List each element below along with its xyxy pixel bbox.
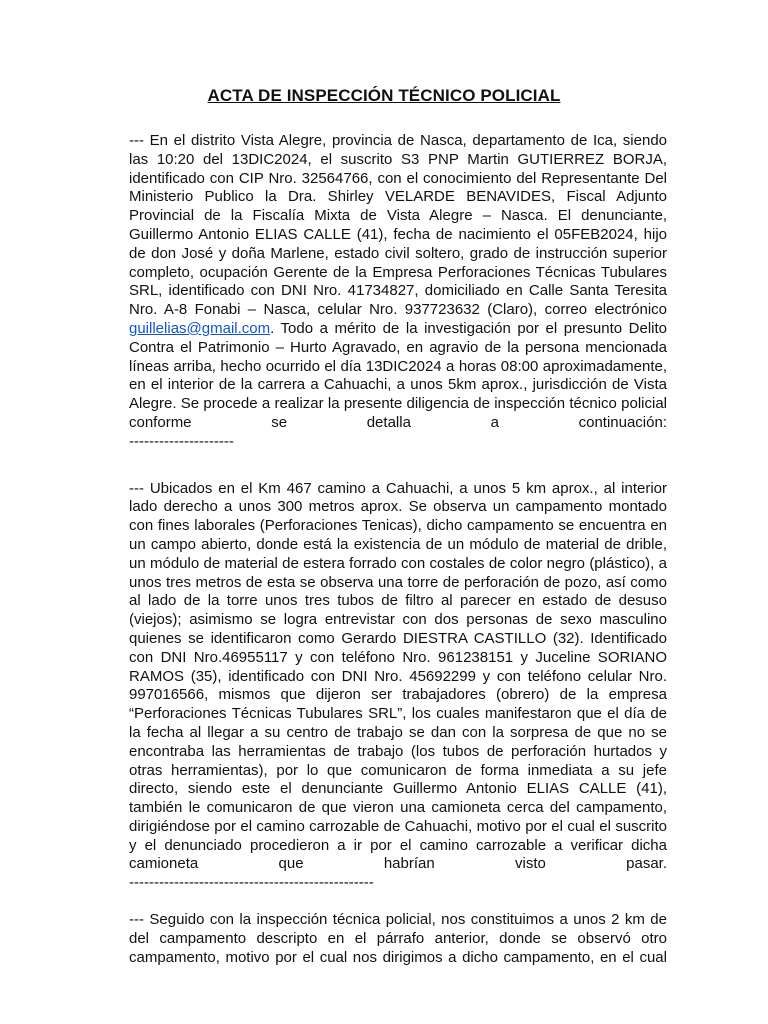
paragraph-1-separator: --------------------- (129, 432, 234, 450)
paragraph-3 (129, 911, 667, 967)
paragraph-2-separator: ------------------------------------------------- (129, 874, 374, 892)
paragraph-1-text: --- En el distrito Vista Alegre, provincia de Nasca, departamento de Ica, siendo las 10:20 del 13DIC2024, el suscrito S3 PNP Martin GUTIERREZ BORJA, identificado con CIP Nro. 32564766, con el conocimiento del Representante Del Ministerio Publico la Dra. Shirley VELARDE BENAVIDES, Fiscal Adjunto Provincial de la Fiscalía Mixta de Vista Alegre – Nasca. El denunciante, Guillermo Antonio ELIAS CALLE (41), fecha de nacimiento el 05FEB2024, hijo de don José y doña Marlene, estado civil soltero, grado de instrucción superior completo, ocupación Gerente de la Empresa Perforaciones Técnicas Tubulares SRL, identificado con DNI Nro. 41734827, domiciliado en Calle Santa Teresita Nro. A-8 Fonabi – Nasca, celular Nro. 937723632 (Claro), correo electrónico (129, 132, 667, 319)
paragraph-2 (129, 480, 667, 894)
paragraph-3-text: --- Seguido con la inspección técnica policial, nos constituimos a unos 2 km de del campamento descripto en el párrafo anterior, donde se observó otro campamento, motivo por el cual nos dirigimos a dicho campamento, en el cual (129, 911, 667, 966)
paragraph-1-text-continued: . Todo a mérito de la investigación por el presunto Delito Contra el Patrimonio – Hurto Agravado, en agravio de la persona mencionada líneas arriba, hecho ocurrido el día 13DIC2024 a horas 08:00 aproximadamente, en el interior de la carrera a Cahuachi, a unos 5km aprox., jurisdicción de Vista Alegre. Se procede a realizar la presente diligencia de inspección técnico policial conforme se detalla a continuación: (129, 319, 667, 431)
document-body (129, 132, 667, 967)
paragraph-2-text: --- Ubicados en el Km 467 camino a Cahuachi, a unos 5 km aprox., al interior lado derecho a unos 300 metros aprox. Se observa un campamento montado con fines laborales (Perforaciones Tenicas), dicho campamento se encuentra en un campo abierto, donde está la existencia de un módulo de material de drible, un módulo de material de estera forrado con costales de color negro (plástico), a unos tres metros de esta se observa una torre de perforación de pozo, así como al lado de la torre unos tres tubos de filtro al parecer en estado de desuso (viejos); asimismo se logra entrevistar con dos personas de sexo masculino quienes se identificaron como Gerardo DIESTRA CASTILLO (32). Identificado con DNI Nro.46955117 y con teléfono Nro. 961238151 y Juceline SORIANO RAMOS (35), identificado con DNI Nro. 45692299 y con teléfono celular Nro. 997016566, mismos que dijeron ser trabajadores (obrero) de la empresa “Perforaciones Técnicas Tubulares SRL”, los cuales manifestaron que el día de la fecha al llegar a su centro de trabajo se dan con la sorpresa de que no se encontraba las herramientas de trabajo (los tubos de perforación hurtados y otras herramientas), por lo que comunicaron de forma inmediata a su jefe directo, siendo este el denunciante Guillermo Antonio ELIAS CALLE (41), también le comunicaron de que vieron una camioneta cerca del campamento, dirigiéndose por el camino carrozable de Cahuachi, motivo por el cual el suscrito y el denunciado procedieron a ir por el camino carrozable a verificar dicha camioneta que habrían visto pasar. (129, 479, 667, 873)
document-title: ACTA DE INSPECCIÓN TÉCNICO POLICIAL (207, 86, 561, 105)
email-link[interactable]: guillelias@gmail.com (129, 319, 271, 337)
paragraph-1 (129, 132, 667, 452)
